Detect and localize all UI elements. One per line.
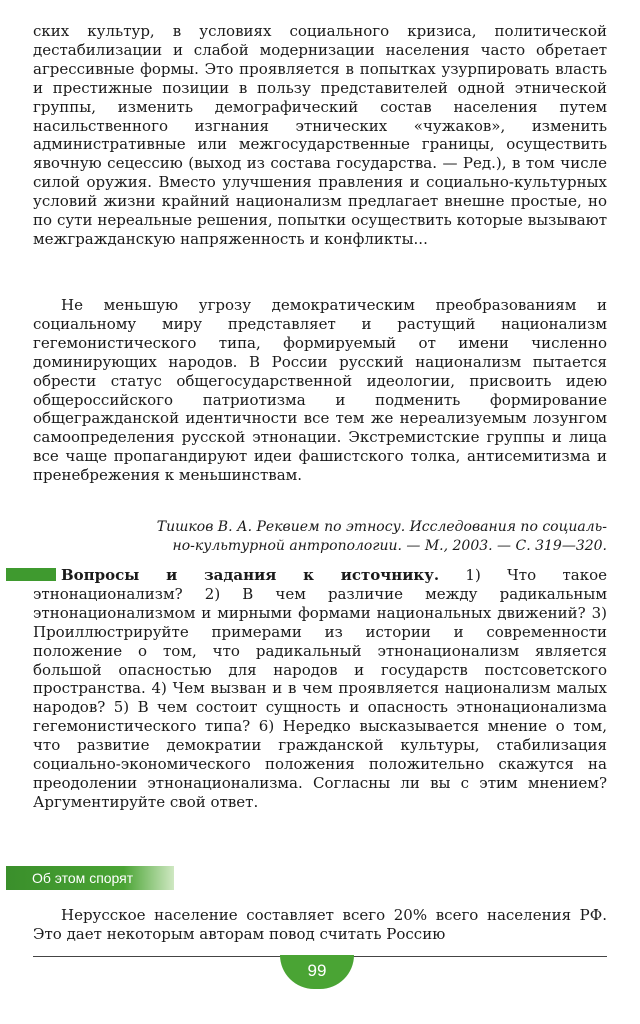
questions-heading: Вопросы и задания к источнику. [61,566,440,584]
questions-text: 1) Что такое этнонационализм? 2) В чем различие между радикальным этнонационализмом и мирными формами национальных движений? 3) Проиллюстрируйте примерами из истории и современности положение о том, что радикальный этнонационализм является большой опасностью для народов и государств постсоветского пространства. 4) Чем вызван и в чем проявляется национализм малых народов? 5) В чем состоит сущность и опасность этнонационализма гегемонистического типа? 6) Нередко высказывается мнение о том, что развитие демократии гражданской культуры, стабилизация социально-экономического положения положительно скажутся на преодолении этнонационализма. Согласны ли вы с этим мнением? Аргументируйте свой ответ. [33,566,607,811]
paragraph-debate: Нерусское население составляет всего 20% всего населения РФ. Это дает некоторым авторам повод считать Россию [33,906,607,943]
source-citation [33,518,607,556]
paragraph-nationalism-forms: ских культур, в условиях социального кризиса, политической дестабилизации и слабой модернизации населения часто обретает агрессивные формы. Это проявляется в попытках узурпировать власть и престижные позиции в пользу представителей одной этнической группы, изменить демографический состав населения путем насильственного изгнания этнических «чужаков», изменить административные или межгосударственные границы, осуществить явочную сецессию (выход из состава государства. — Ред.), в том числе силой оружия. Вместо улучшения правления и социально-культурных условий жизни крайний национализм предлагает внешне простые, но по сути нереальные решения, попытки осуществить которые вызывают межгражданскую напряженность и конфликты... [33,22,607,248]
source-questions [33,566,607,812]
citation-line-2: но-культурной антропологии. — М., 2003. — С. 319—320. [172,538,607,554]
page-number: 99 [280,955,354,989]
section-tag: Об этом спорят [6,866,174,890]
citation-line-1: Тишков В. А. Реквием по этносу. Исследования по социаль- [156,519,607,535]
paragraph-hegemonic-nationalism: Не меньшую угрозу демократическим преобразованиям и социальному миру представляет и растущий национализм гегемонистического типа, формируемый от имени численно доминирующих народов. В России русский национализм пытается обрести статус общегосударственной идеологии, присвоить идею общероссийского патриотизма и подменить формирование общегражданской идентичности все тем же нереализуемым лозунгом самоопределения русской этнонации. Экстремистские группы и лица все чаще пропагандируют идеи фашистского толка, антисемитизма и пренебрежения к меньшинствам. [33,296,607,485]
